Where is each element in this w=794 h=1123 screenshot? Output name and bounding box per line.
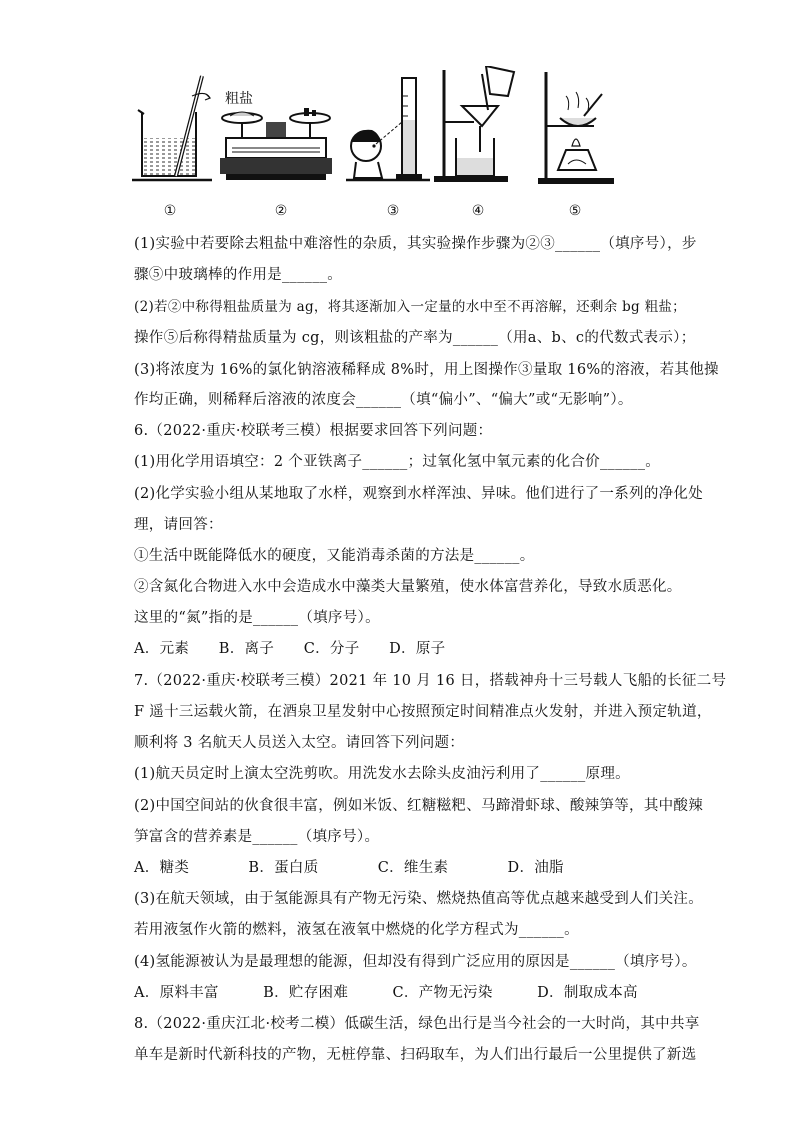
text-line: (4)氢能源被认为是最理想的能源，但却没有得到广泛应用的原因是______（填序号）。 — [134, 954, 697, 970]
question-heading: 7.（2022·重庆·校联考三模）2021 年 10 月 16 日，搭载神舟十三号载人飞船的长征二号 — [134, 673, 727, 689]
question-heading: 8.（2022·重庆江北·校考二模）低碳生活，绿色出行是当今社会的一大时尚，其中共享 — [134, 1016, 700, 1032]
text-line: (2)中国空间站的伙食很丰富，例如米饭、红糖糍粑、马蹄滑虾球、酸辣笋等，其中酸辣 — [134, 798, 704, 814]
filtration-figure — [432, 66, 524, 186]
apparatus-figures — [0, 0, 794, 230]
figure-label-3: ③ — [386, 203, 400, 219]
text-line: 理，请回答： — [134, 517, 223, 533]
text-line: (2)化学实验小组从某地取了水样，观察到水样浑浊、异味。他们进行了一系列的净化处 — [134, 486, 704, 502]
text-line: 操作⑤后称得精盐质量为 cg，则该粗盐的产率为______（用a、b、c的代数式表示）； — [134, 330, 696, 346]
question-heading: 6.（2022·重庆·校联考三模）根据要求回答下列问题： — [134, 423, 493, 439]
text-line: 顺利将 3 名航天人员送入太空。请回答下列问题： — [134, 735, 465, 751]
balance-figure — [216, 104, 336, 182]
answer-options: A．原料丰富 B．贮存困难 C．产物无污染 D．制取成本高 — [134, 985, 638, 1001]
text-line: (1)航天员定时上演太空洗剪吹。用洗发水去除头皮油污利用了______原理。 — [134, 766, 630, 782]
text-line: ②含氮化合物进入水中会造成水中藻类大量繁殖，使水体富营养化，导致水质恶化。 — [134, 579, 682, 595]
text-line: (3)将浓度为 16%的氯化钠溶液稀释成 8%时，用上图操作③量取 16%的溶液，若其他操 — [134, 362, 719, 378]
text-line: (1)实验中若要除去粗盐中难溶性的杂质，其实验操作步骤为②③______（填序号），步 — [134, 236, 697, 252]
text-line: ①生活中既能降低水的硬度，又能消毒杀菌的方法是______。 — [134, 548, 535, 564]
figure-label-5: ⑤ — [568, 203, 582, 219]
text-line: 笋富含的营养素是______（填序号）。 — [134, 829, 380, 845]
text-line: (1)用化学用语填空：2 个亚铁离子______；过氧化氢中氧元素的化合价______。 — [134, 454, 661, 470]
text-line: (2)若②中称得粗盐质量为 ag，将其逐渐加入一定量的水中至不再溶解，还剩余 bg 粗盐； — [134, 299, 686, 315]
figure-label-1: ① — [163, 203, 177, 219]
answer-options: A．糖类 B．蛋白质 C．维生素 D．油脂 — [134, 860, 564, 876]
text-line: 作均正确，则稀释后溶液的浓度会______（填“偏小”、“偏大”或“无影响”）。 — [134, 392, 633, 408]
text-line: 单车是新时代新科技的产物，无桩停靠、扫码取车，为人们出行最后一公里提供了新选 — [134, 1047, 697, 1063]
figure-label-4: ④ — [471, 203, 485, 219]
figure-label-2: ② — [274, 203, 288, 219]
text-line: 骤⑤中玻璃棒的作用是______。 — [134, 267, 343, 283]
crude-salt-label: 粗盐 — [225, 91, 253, 107]
text-line: (3)在航天领域，由于氢能源具有产物无污染、燃烧热值高等优点越来越受到人们关注。 — [134, 891, 704, 907]
evaporation-figure — [536, 70, 618, 186]
text-line: 这里的“氮”指的是______（填序号）。 — [134, 610, 380, 626]
measuring-cylinder-figure — [346, 76, 432, 184]
answer-options: A．元素 B．离子 C．分子 D．原子 — [134, 641, 446, 657]
text-line: F 遥十三运载火箭，在酒泉卫星发射中心按照预定时间精准点火发射，并进入预定轨道， — [134, 704, 712, 720]
dissolving-beaker-figure — [132, 72, 214, 184]
text-line: 若用液氢作火箭的燃料，液氢在液氧中燃烧的化学方程式为______。 — [134, 922, 579, 938]
